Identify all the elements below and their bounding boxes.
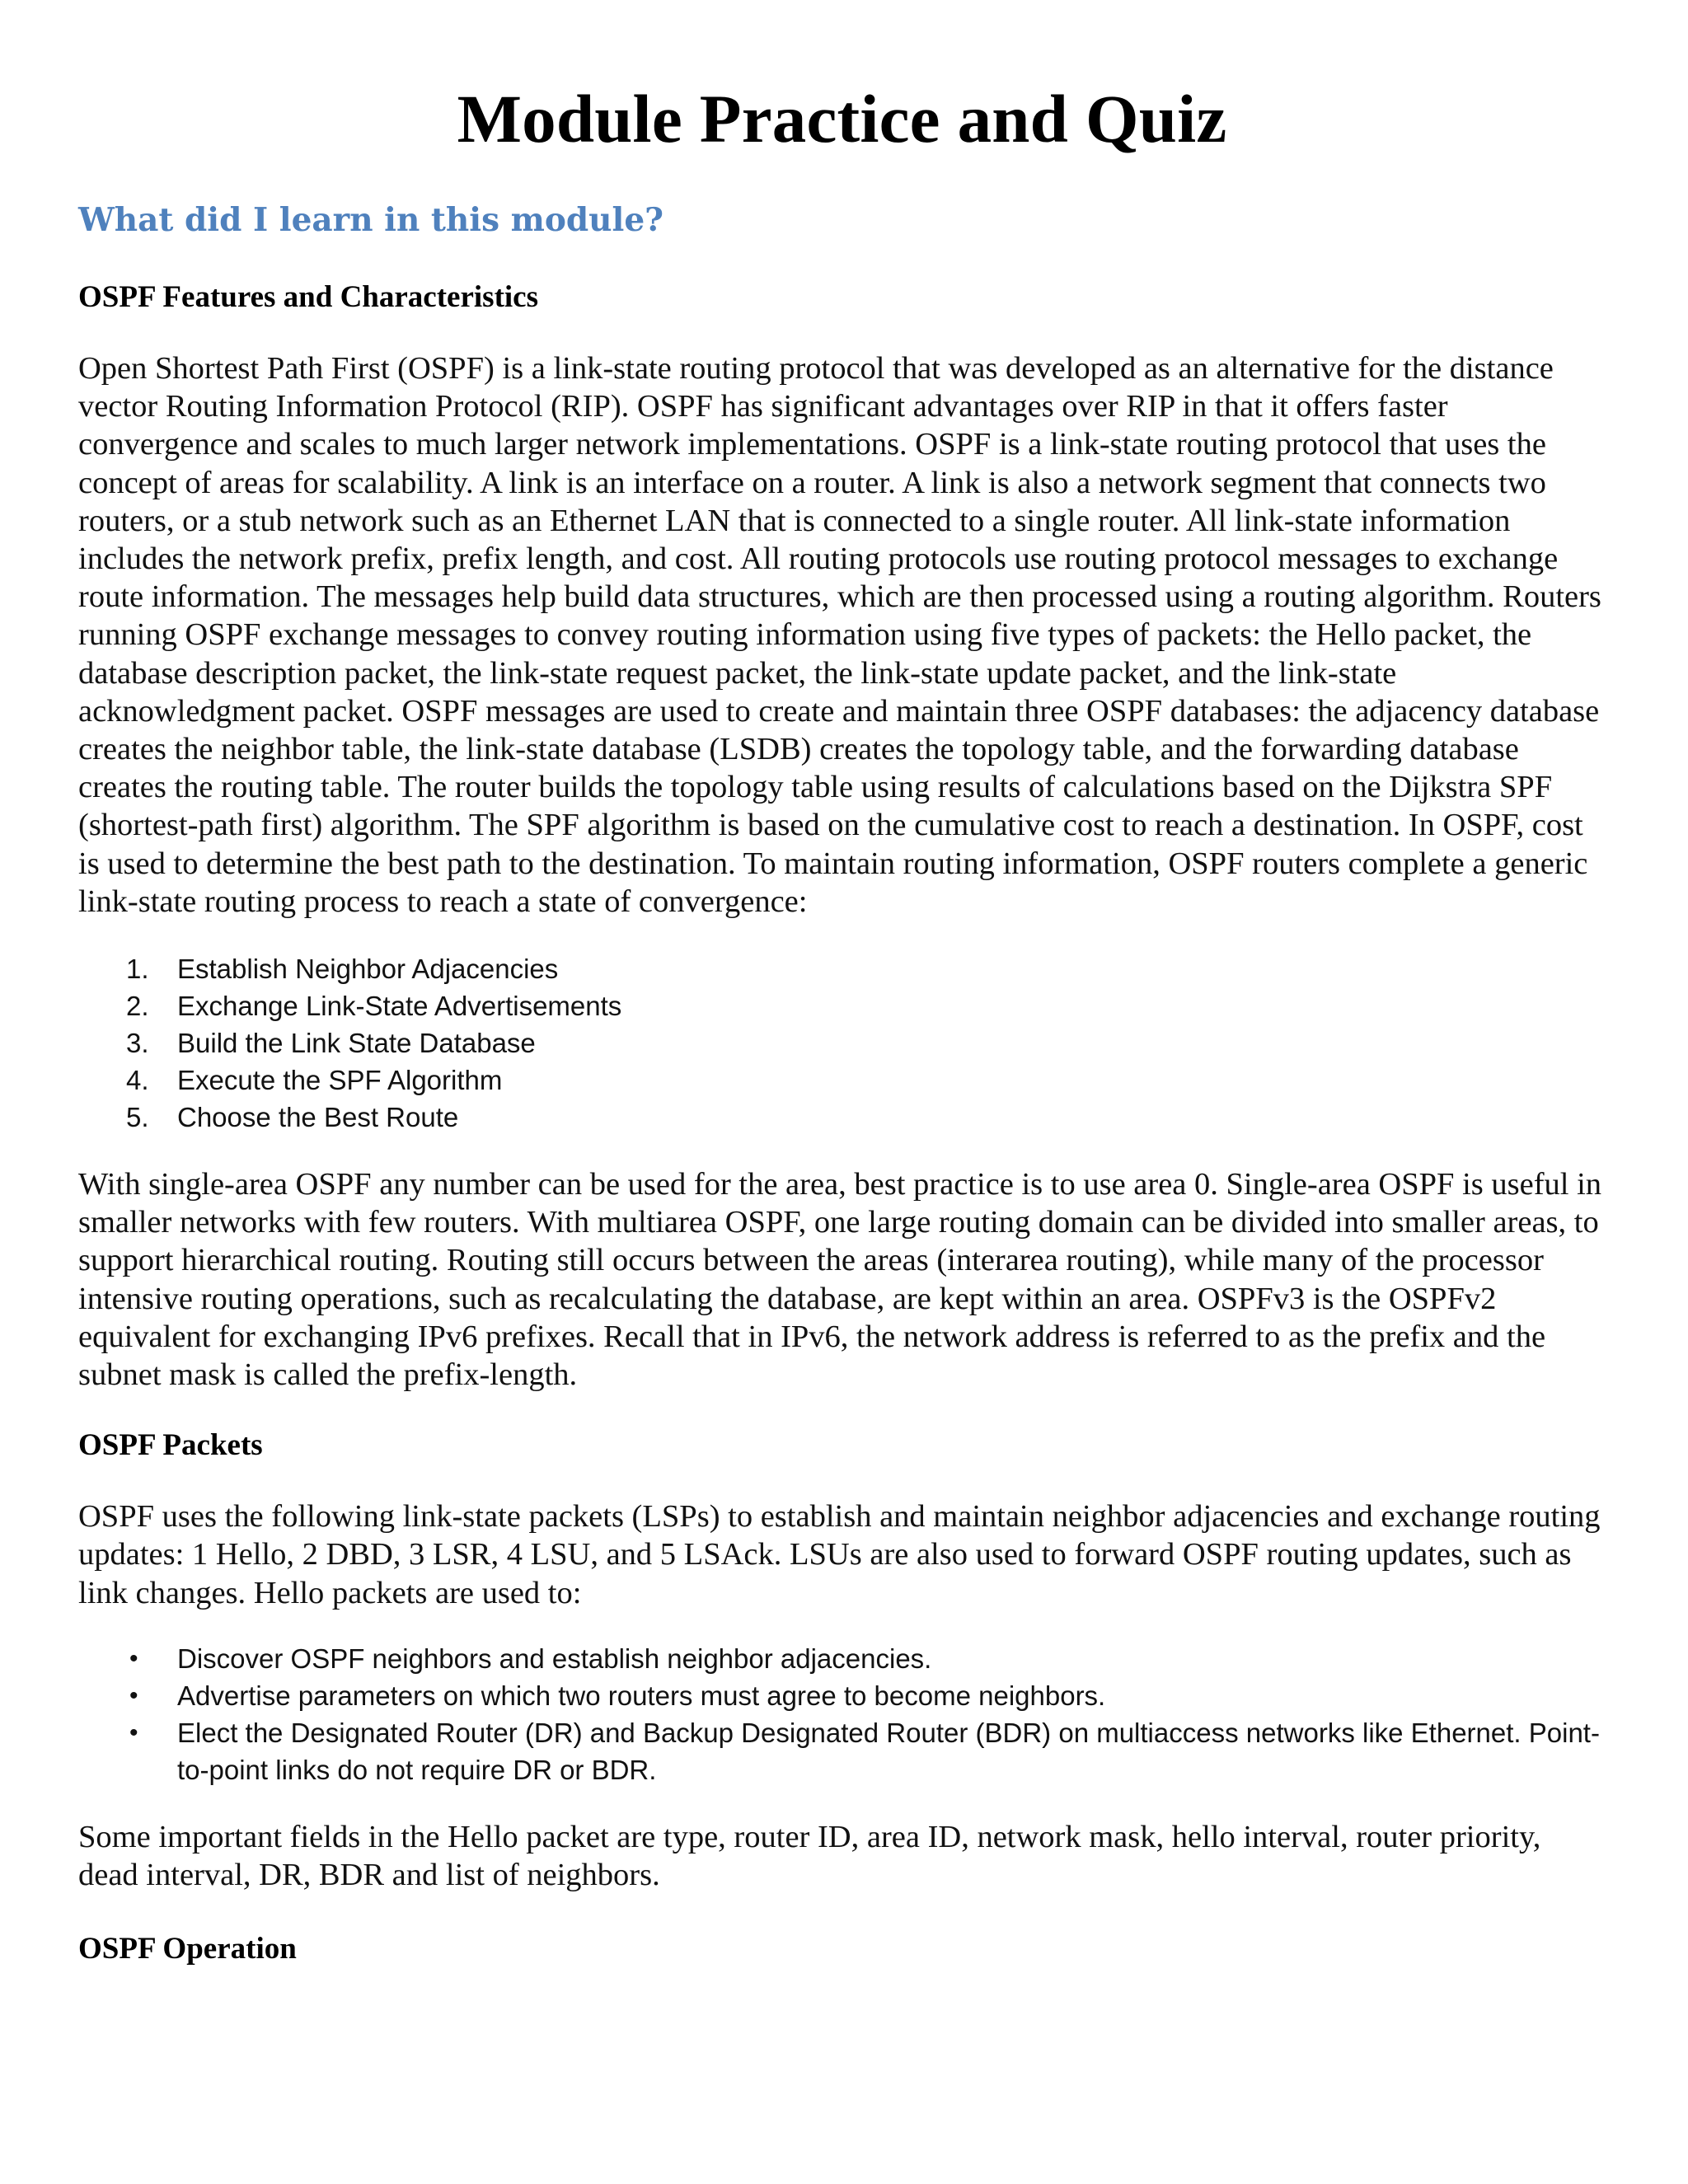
list-item-text: Execute the SPF Algorithm bbox=[177, 1065, 503, 1096]
bullet-icon: • bbox=[129, 1644, 138, 1672]
ospf-features-paragraph: Open Shortest Path First (OSPF) is a link-state routing protocol that was developed as an alternative for the distance vector Routing Information Protocol (RIP). OSPF has significant advantages over RIP in that it offers faster convergence and scales to much larger network implementations. OSPF is a link-state routing protocol that uses the concept of areas for scalability. A link is an interface on a router. A link is also a network segment that connects two routers, or a stub network such as an Ethernet LAN that is connected to a single router. All link-state information includes the network prefix, prefix length, and cost. All routing protocols use routing protocol messages to exchange route information. The messages help build data structures, which are then processed using a routing algorithm. Routers running OSPF exchange messages to convey routing information using five types of packets: the Hello packet, the database description packet, the link-state request packet, the link-state update packet, and the link-state acknowledgment packet. OSPF messages are used to create and maintain three OSPF databases: the adjacency database creates the neighbor table, the link-state database (LSDB) creates the topology table, and the forwarding database creates the routing table. The router builds the topology table using results of calculations based on the Dijkstra SPF (shortest-path first) algorithm. The SPF algorithm is based on the cumulative cost to reach a destination. In OSPF, cost is used to determine the best path to the destination. To maintain routing information, OSPF routers complete a generic link-state routing process to reach a state of convergence: bbox=[78, 351, 1601, 919]
list-item bbox=[78, 1677, 1606, 1714]
list-item-text: Establish Neighbor Adjacencies bbox=[177, 954, 559, 985]
bullet-icon: • bbox=[129, 1681, 138, 1709]
list-item bbox=[78, 1714, 1606, 1788]
list-item-text: Choose the Best Route bbox=[177, 1102, 459, 1133]
hello-packet-uses-list bbox=[78, 1640, 1606, 1788]
single-multiarea-paragraph: With single-area OSPF any number can be used for the area, best practice is to use area 0. Single-area OSPF is useful in smaller networks with few routers. With multiarea OSPF, one large routing domain can be divided into smaller areas, to support hierarchical routing. Routing still occurs between the areas (interarea routing), while many of the processor intensive routing operations, such as recalculating the database, are kept within an area. OSPFv3 is the OSPFv2 equivalent for exchanging IPv6 prefixes. Recall that in IPv6, the network address is referred to as the prefix and the subnet mask is called the prefix-length. bbox=[78, 1167, 1602, 1393]
list-item-number: 2. bbox=[126, 991, 149, 1022]
list-item-text: Advertise parameters on which two routers must agree to become neighbors. bbox=[177, 1680, 1106, 1711]
hello-fields-paragraph: Some important fields in the Hello packet are type, router ID, area ID, network mask, hello interval, router priority, dead interval, DR, BDR and list of neighbors. bbox=[78, 1819, 1541, 1893]
list-item bbox=[78, 987, 1606, 1024]
list-item bbox=[78, 1062, 1606, 1099]
section-heading-ospf-features: OSPF Features and Characteristics bbox=[78, 280, 538, 314]
convergence-steps-list bbox=[78, 950, 1606, 1136]
list-item-number: 3. bbox=[126, 1028, 149, 1059]
ospf-packets-paragraph: OSPF uses the following link-state packets (LSPs) to establish and maintain neighbor adjacencies and exchange routing updates: 1 Hello, 2 DBD, 3 LSR, 4 LSU, and 5 LSAck. LSUs are also used to forward OSPF routing updates, such as link changes. Hello packets are used to: bbox=[78, 1499, 1601, 1610]
module-summary-heading: What did I learn in this module? bbox=[78, 201, 663, 239]
list-item-text: Build the Link State Database bbox=[177, 1028, 536, 1059]
bullet-icon: • bbox=[129, 1718, 138, 1746]
list-item bbox=[78, 1099, 1606, 1136]
list-item-number: 1. bbox=[126, 954, 149, 985]
page-title: Module Practice and Quiz bbox=[457, 81, 1227, 157]
list-item-text: Exchange Link-State Advertisements bbox=[177, 991, 622, 1022]
section-heading-ospf-packets: OSPF Packets bbox=[78, 1428, 263, 1463]
list-item-number: 5. bbox=[126, 1102, 149, 1133]
section-heading-ospf-operation: OSPF Operation bbox=[78, 1932, 297, 1966]
list-item-text: Elect the Designated Router (DR) and Backup Designated Router (BDR) on multiaccess networks like Ethernet. Point-to-point links do not require DR or BDR. bbox=[177, 1717, 1600, 1785]
list-item bbox=[78, 1640, 1606, 1677]
list-item bbox=[78, 950, 1606, 987]
list-item bbox=[78, 1024, 1606, 1062]
list-item-number: 4. bbox=[126, 1065, 149, 1096]
list-item-text: Discover OSPF neighbors and establish neighbor adjacencies. bbox=[177, 1643, 932, 1674]
